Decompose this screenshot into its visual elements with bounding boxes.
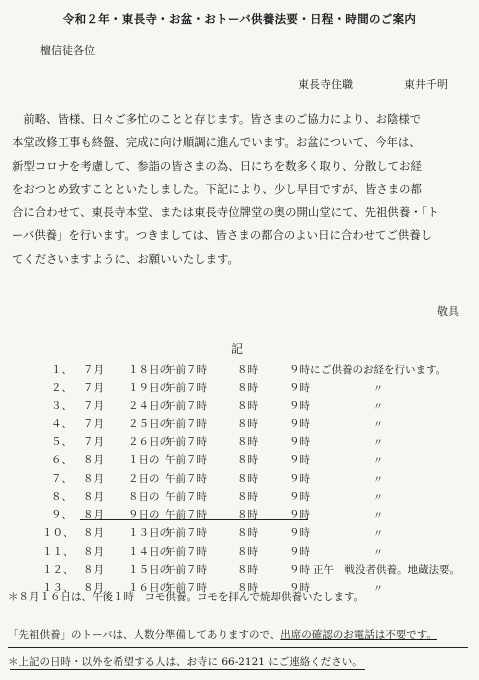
schedule-row xyxy=(0,398,479,414)
schedule-day: １８日の xyxy=(128,364,170,376)
ditto-mark: 〃 xyxy=(373,475,383,486)
schedule-time-1: 午前７時 xyxy=(165,382,207,394)
schedule-time-1: 午前７時 xyxy=(165,564,207,576)
schedule-time-2: ８時 xyxy=(237,527,258,539)
schedule-day: ２日の xyxy=(128,473,160,485)
schedule-day: ９日の xyxy=(128,509,160,521)
ditto-mark: 〃 xyxy=(373,402,383,413)
schedule-day: ２５日の xyxy=(128,418,170,430)
schedule-note: 正午 戦没者供養。地蔵法要。 xyxy=(313,564,460,576)
schedule-number: ９、 xyxy=(51,509,72,521)
schedule-time-1: 午前７時 xyxy=(165,436,207,448)
schedule-time-1: 午前７時 xyxy=(165,473,207,485)
schedule-day: １３日の xyxy=(128,527,170,539)
document-title: 令和２年・東長寺・お盆・おトーバ供養法要・日程・時間のご案内 xyxy=(62,12,417,26)
schedule-time-1: 午前７時 xyxy=(165,418,207,430)
schedule-number: ３、 xyxy=(51,400,72,412)
schedule-time-2: ８時 xyxy=(237,546,258,558)
schedule-month: ７月 xyxy=(83,400,104,412)
schedule-number: １２、 xyxy=(42,564,74,576)
body-line: 新型コロナを考慮して、参詣の皆さまの為、日にちを数多く取り、分散してお経 xyxy=(12,158,422,173)
ditto-mark: 〃 xyxy=(373,438,383,449)
schedule-time-3: ９時 xyxy=(289,382,310,394)
sender-name: 東井千明 xyxy=(404,78,448,91)
schedule-time-2: ８時 xyxy=(237,382,258,394)
schedule-month: ８月 xyxy=(83,454,104,466)
schedule-day: ８日の xyxy=(128,491,160,503)
schedule-number: １、 xyxy=(51,364,72,376)
schedule-row xyxy=(0,562,479,578)
ki-heading: 記 xyxy=(231,342,244,356)
schedule-month: ８月 xyxy=(83,564,104,576)
schedule-number: ５、 xyxy=(51,436,72,448)
footnote-contact: ＊上記の日時・以外を希望する人は、お寺に 66-2121 にご連絡ください。 xyxy=(8,656,363,668)
schedule-row xyxy=(0,362,479,378)
schedule-time-2: ８時 xyxy=(237,509,258,521)
schedule-month: ８月 xyxy=(83,473,104,485)
schedule-time-1: 午前７時 xyxy=(165,527,207,539)
schedule-day: １５日の xyxy=(128,564,170,576)
body-paragraph xyxy=(12,108,474,271)
schedule-row xyxy=(0,416,479,432)
schedule-time-2: ８時 xyxy=(237,436,258,448)
body-line: ーバ供養」を行います。つきましては、皆さまの都合のよい日に合わせてご供養し xyxy=(12,228,432,243)
schedule-month: ７月 xyxy=(83,418,104,430)
schedule-row xyxy=(0,507,479,523)
footnote-toba xyxy=(8,627,437,642)
schedule-time-3: ９時 xyxy=(289,491,310,503)
schedule-time-3: ９時に xyxy=(289,364,321,376)
closing-keigu: 敬具 xyxy=(437,305,459,318)
schedule-time-3: ９時 xyxy=(289,527,310,539)
ditto-mark: 〃 xyxy=(373,456,383,467)
schedule-time-1: 午前７時 xyxy=(165,364,207,376)
schedule-number: ８、 xyxy=(51,491,72,503)
schedule-time-1: 午前７時 xyxy=(165,546,207,558)
schedule-time-3: ９時 xyxy=(289,436,310,448)
schedule-month: ８月 xyxy=(83,546,104,558)
schedule-time-2: ８時 xyxy=(237,473,258,485)
schedule-day: ２６日の xyxy=(128,436,170,448)
ditto-mark: 〃 xyxy=(373,511,383,522)
schedule-time-2: ８時 xyxy=(237,400,258,412)
schedule-row xyxy=(0,471,479,487)
schedule-time-1: 午前７時 xyxy=(165,582,207,594)
contact-underline xyxy=(10,669,365,670)
schedule-time-2: ８時 xyxy=(237,564,258,576)
schedule-number: １３、 xyxy=(42,582,74,594)
schedule-day: ２４日の xyxy=(128,400,170,412)
schedule-number: ２、 xyxy=(51,382,72,394)
schedule-time-1: 午前７時 xyxy=(165,491,207,503)
schedule-time-1: 午前７時 xyxy=(165,454,207,466)
schedule-day: １６日の xyxy=(128,582,170,594)
schedule-row xyxy=(0,525,479,541)
schedule-number: ７、 xyxy=(51,473,72,485)
addressee: 檀信徒各位 xyxy=(40,44,95,57)
schedule-time-3: ９時 xyxy=(289,473,310,485)
body-line: をおつとめ致すことといたしました。下記により、少し早目ですが、皆さまの都 xyxy=(12,181,422,196)
schedule-month: ７月 xyxy=(83,436,104,448)
schedule-month: ８月 xyxy=(83,491,104,503)
schedule-row xyxy=(0,489,479,505)
schedule-month: ７月 xyxy=(83,382,104,394)
footnote-toba-text: 「先祖供養」のトーバは、人数分準備してありますので、 xyxy=(8,629,281,641)
schedule-time-3: ９時 xyxy=(289,564,310,576)
schedule-time-3: ９時 xyxy=(289,400,310,412)
ditto-mark: 〃 xyxy=(373,493,383,504)
footnote-komo: ＊８月１６日は、午後１時 コモ供養。コモを拝んで焼却供養いたします。 xyxy=(8,591,365,603)
ditto-mark: 〃 xyxy=(373,584,383,595)
ditto-mark: 〃 xyxy=(373,529,383,540)
body-line: 合に合わせて、東長寺本堂、または東長寺位牌堂の奥の開山堂にて、先祖供養・「ト xyxy=(12,205,439,220)
schedule-row xyxy=(0,434,479,450)
schedule-row xyxy=(0,452,479,468)
sender-organization: 東長寺住職 xyxy=(298,78,353,91)
schedule-row xyxy=(0,544,479,560)
schedule-time-3: ９時 xyxy=(289,546,310,558)
schedule-row xyxy=(0,380,479,396)
schedule-time-3: ９時 xyxy=(289,582,310,594)
schedule-time-2: ８時 xyxy=(237,418,258,430)
schedule-day: １日の xyxy=(128,454,160,466)
ditto-mark: 〃 xyxy=(373,548,383,559)
schedule-month: ８月 xyxy=(83,527,104,539)
schedule-number: １０、 xyxy=(42,527,74,539)
schedule-day: １４日の xyxy=(128,546,170,558)
schedule-time-3: ９時 xyxy=(289,454,310,466)
schedule-day: １９日の xyxy=(128,382,170,394)
schedule-time-1: 午前７時 xyxy=(165,400,207,412)
body-line: てくださいますように、お願いいたします。 xyxy=(12,251,239,266)
schedule-time-2: ８時 xyxy=(237,582,258,594)
schedule-time-2: ８時 xyxy=(237,364,258,376)
schedule-time-2: ８時 xyxy=(237,454,258,466)
schedule-time-3: ９時 xyxy=(289,509,310,521)
ditto-mark: 〃 xyxy=(373,420,383,431)
schedule-time-2: ８時 xyxy=(237,491,258,503)
body-line: 前略、皆様、日々ご多忙のことと存じます。皆さまのご協力により、お陰様で xyxy=(12,112,422,126)
schedule-month: ７月 xyxy=(83,364,104,376)
schedule-time-1: 午前７時 xyxy=(165,509,207,521)
footnote-toba-underlined: 出席の確認のお電話は不要です。 xyxy=(280,629,437,641)
schedule-month: ８月 xyxy=(83,582,104,594)
divider-line xyxy=(8,647,468,648)
body-line: 本堂改修工事も終盤、完成に向け順調に進んでいます。お盆について、今年は、 xyxy=(12,135,421,150)
schedule-note: ご供養のお経を行います。 xyxy=(321,364,447,376)
schedule-number: １１、 xyxy=(42,546,74,558)
schedule-number: ６、 xyxy=(51,454,72,466)
schedule-month: ８月 xyxy=(83,509,104,521)
ditto-mark: 〃 xyxy=(373,384,383,395)
schedule-number: ４、 xyxy=(51,418,72,430)
row-10-underline xyxy=(80,519,308,520)
schedule-time-3: ９時 xyxy=(289,418,310,430)
